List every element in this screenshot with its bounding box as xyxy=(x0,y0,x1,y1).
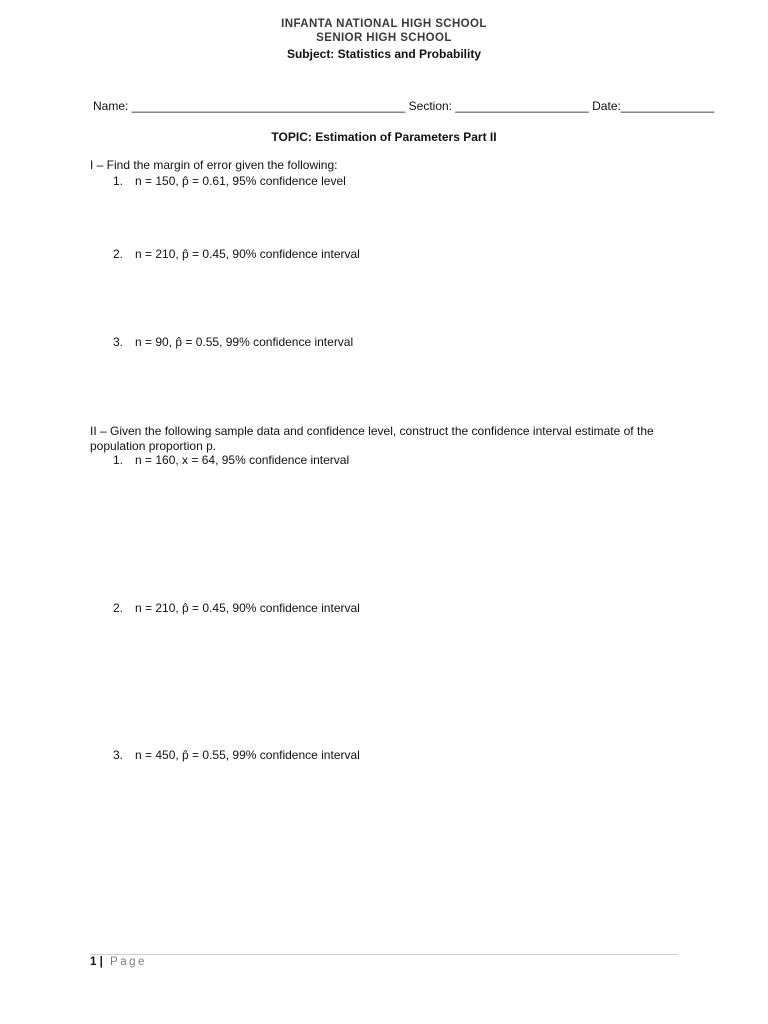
page-number: 1 xyxy=(90,956,97,968)
item-text: n = 210, p̂ = 0.45, 90% confidence interval xyxy=(135,247,360,261)
item-text: n = 210, p̂ = 0.45, 90% confidence interval xyxy=(135,601,360,615)
page-footer xyxy=(90,956,147,968)
page-label: Page xyxy=(110,956,147,968)
subject-title: Subject: Statistics and Probability xyxy=(286,47,482,61)
part2-item-2 xyxy=(113,601,360,615)
part1-item-2 xyxy=(113,247,360,261)
item-number: 3. xyxy=(113,748,124,762)
item-number: 1. xyxy=(113,174,124,188)
part2-item-3 xyxy=(113,748,360,762)
part2-instruction: II – Given the following sample data and confidence level, construct the confidence interval estimate of the population proportion p. xyxy=(90,424,654,453)
department-name: SENIOR HIGH SCHOOL xyxy=(316,32,452,44)
part2-item-1 xyxy=(113,453,349,467)
item-number: 1. xyxy=(113,453,124,467)
footer-separator: | xyxy=(99,956,103,968)
item-number: 2. xyxy=(113,247,124,261)
item-text: n = 90, p̂ = 0.55, 99% confidence interval xyxy=(135,335,354,349)
part1-item-3 xyxy=(113,335,353,349)
part1-item-1 xyxy=(113,174,346,188)
student-info-line: Name: _________________________________________ Section: ____________________ Date:______________ xyxy=(93,99,715,113)
school-name: INFANTA NATIONAL HIGH SCHOOL xyxy=(281,18,487,30)
item-text: n = 150, p̂ = 0.61, 95% confidence level xyxy=(135,174,346,188)
topic-title: TOPIC: Estimation of Parameters Part II xyxy=(271,130,497,144)
footer-divider xyxy=(90,954,678,955)
item-number: 3. xyxy=(113,335,124,349)
item-text: n = 160, x = 64, 95% confidence interval xyxy=(135,453,350,467)
item-number: 2. xyxy=(113,601,124,615)
part1-instruction: I – Find the margin of error given the following: xyxy=(90,158,338,172)
item-text: n = 450, p̂ = 0.55, 99% confidence interval xyxy=(135,748,360,762)
